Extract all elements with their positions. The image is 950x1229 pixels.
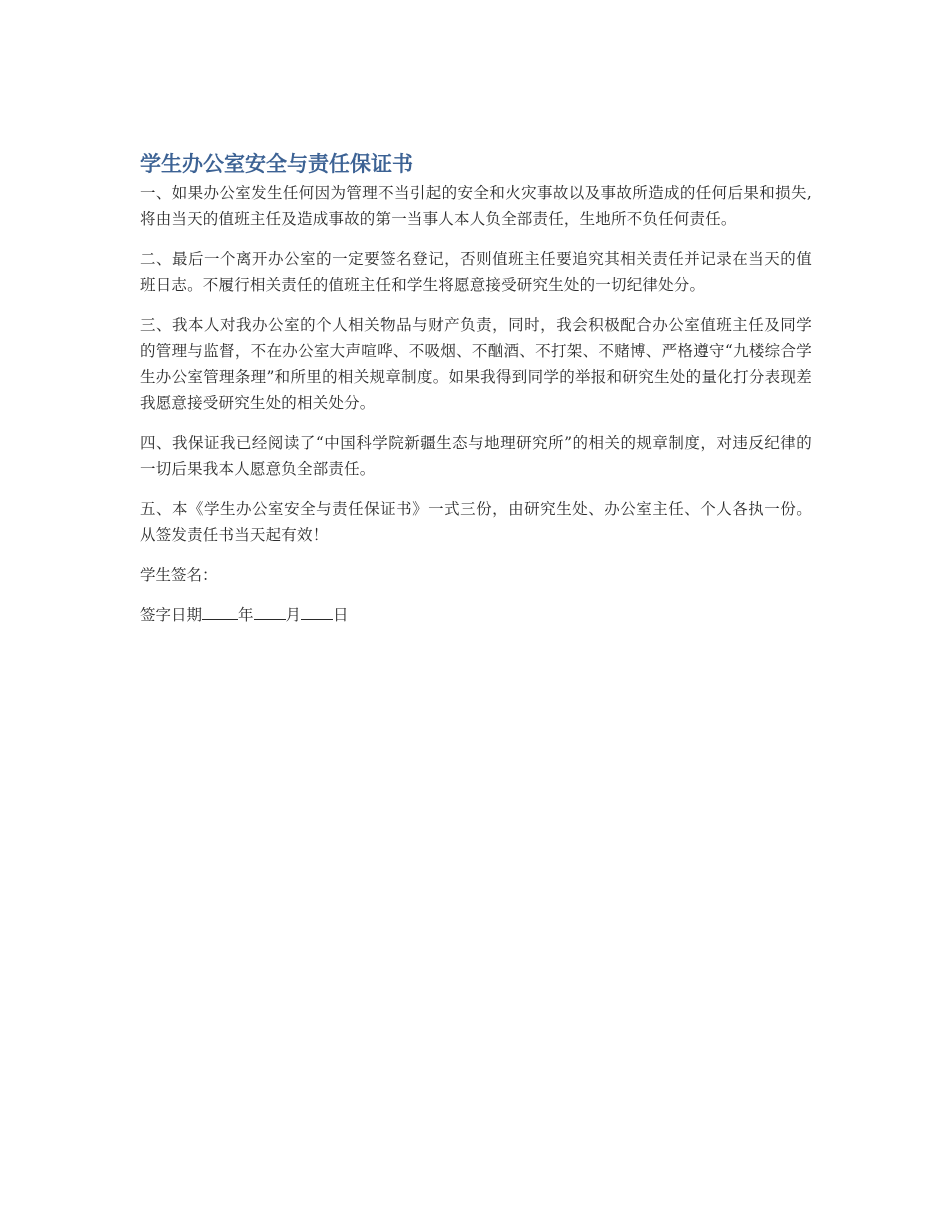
clause-2: 二、最后一个离开办公室的一定要签名登记，否则值班主任要追究其相关责任并记录在当天的值班日志。不履行相关责任的值班主任和学生将愿意接受研究生处的一切纪律处分。	[140, 250, 812, 294]
clause-5: 五、本《学生办公室安全与责任保证书》一式三份，由研究生处、办公室主任、个人各执一份。从签发责任书当天起有效！	[140, 500, 812, 544]
year-label: 年	[238, 606, 254, 624]
document-page	[140, 150, 812, 642]
year-blank[interactable]	[202, 602, 238, 620]
signature-label: 学生签名：	[140, 566, 218, 584]
document-title: 学生办公室安全与责任保证书	[140, 152, 413, 176]
date-label: 签字日期	[140, 606, 203, 624]
date-line	[140, 602, 812, 628]
signature-line	[140, 562, 812, 588]
clause-4: 四、我保证我已经阅读了“中国科学院新疆生态与地理研究所”的相关的规章制度，对违反纪律的一切后果我本人愿意负全部责任。	[140, 434, 812, 478]
day-label: 日	[333, 606, 349, 624]
month-blank[interactable]	[254, 602, 286, 620]
month-label: 月	[285, 606, 302, 624]
day-blank[interactable]	[301, 602, 333, 620]
clause-3: 三、我本人对我办公室的个人相关物品与财产负责，同时，我会积极配合办公室值班主任及同学的管理与监督，不在办公室大声喧哗、不吸烟、不酗酒、不打架、不赌博、严格遵守“九楼综合学生办公室管理条理”和所里的相关规章制度。如果我得到同学的举报和研究生处的量化打分表现差我愿意接受研究生处的相关处分。	[140, 316, 812, 412]
clause-1: 一、如果办公室发生任何因为管理不当引起的安全和火灾事故以及事故所造成的任何后果和损失,将由当天的值班主任及造成事故的第一当事人本人负全部责任，生地所不负任何责任。	[140, 184, 812, 228]
